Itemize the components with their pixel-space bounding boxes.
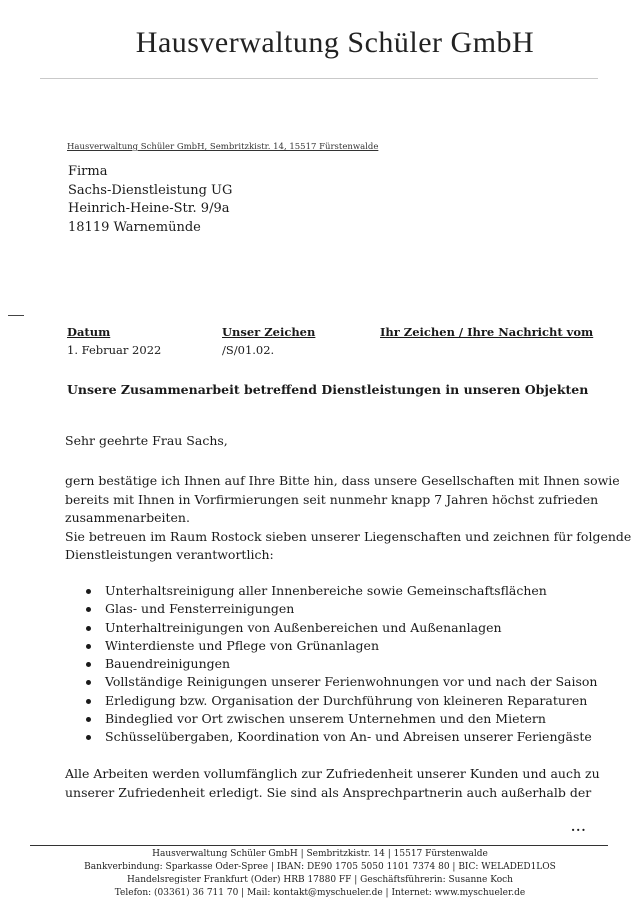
letter-subject: Unsere Zusammenarbeit betreffend Dienstleistungen in unseren Objekten (67, 382, 589, 397)
salutation: Sehr geehrte Frau Sachs, (65, 433, 228, 448)
letter-footer (0, 848, 640, 900)
our-reference-label: Unser Zeichen (222, 325, 316, 339)
text-line: unserer Zufriedenheit erledigt. Sie sind als Ansprechpartnerin auch außerhalb der (65, 784, 592, 800)
recipient-line: Firma (68, 164, 108, 179)
footer-line: Telefon: (03361) 36 711 70 | Mail: kontakt@myschueler.de | Internet: www.myschueler.de (114, 888, 526, 898)
sender-return-address: Hausverwaltung Schüler GmbH, Sembritzkistr. 14, 15517 Fürstenwalde (67, 142, 379, 152)
text-line: Dienstleistungen verantwortlich: (65, 547, 274, 562)
recipient-line: 18119 Warnemünde (68, 219, 201, 235)
text-line: gern bestätige ich Ihnen auf Ihre Bitte hin, dass unsere Gesellschaften mit Ihnen sowie (65, 473, 620, 488)
list-item: Unterhaltsreinigung aller Innenbereiche sowie Gemeinschaftsflächen (85, 582, 597, 600)
text-line: zusammenarbeiten. (65, 510, 190, 525)
continuation-mark: ... (571, 820, 587, 834)
header-divider (40, 78, 598, 79)
recipient-address (68, 163, 232, 237)
text-line: bereits mit Ihnen in Vorfirmierungen seit nunmehr knapp 7 Jahren höchst zufrieden (65, 491, 599, 507)
fold-mark (8, 315, 24, 316)
list-item: Unterhaltreinigungen von Außenbereichen und Außenanlagen (85, 619, 597, 637)
date-value: 1. Februar 2022 (67, 343, 162, 357)
text-line: Sie betreuen im Raum Rostock sieben unserer Liegenschaften und zeichnen für folgende (65, 528, 632, 544)
list-item: Schüsselübergaben, Koordination von An- und Abreisen unserer Feriengäste (85, 728, 597, 746)
services-list (85, 582, 597, 747)
recipient-line: Sachs-Dienstleistung UG (68, 182, 233, 198)
footer-divider (30, 845, 608, 846)
list-item: Erledigung bzw. Organisation der Durchführung von kleineren Reparaturen (85, 692, 597, 710)
list-item: Winterdienste und Pflege von Grünanlagen (85, 637, 597, 655)
list-item: Bauendreinigungen (85, 655, 597, 673)
recipient-line: Heinrich-Heine-Str. 9/9a (68, 201, 230, 216)
footer-line: Handelsregister Frankfurt (Oder) HRB 17880 FF | Geschäftsführerin: Susanne Koch (127, 875, 513, 885)
list-item: Glas- und Fensterreinigungen (85, 600, 597, 618)
body-paragraph-1 (65, 472, 632, 565)
letterhead-company-name: Hausverwaltung Schüler GmbH (135, 26, 535, 59)
list-item: Bindeglied vor Ort zwischen unserem Unternehmen und den Mietern (85, 710, 597, 728)
footer-line: Bankverbindung: Sparkasse Oder-Spree | IBAN: DE90 1705 5050 1101 7374 80 | BIC: WELADED1LOS (84, 862, 556, 872)
our-reference-value: /S/01.02. (222, 343, 275, 357)
list-item: Vollständige Reinigungen unserer Ferienwohnungen vor und nach der Saison (85, 673, 597, 691)
body-paragraph-2 (65, 765, 600, 802)
your-reference-label: Ihr Zeichen / Ihre Nachricht vom (380, 325, 594, 339)
date-label: Datum (67, 325, 111, 339)
footer-line: Hausverwaltung Schüler GmbH | Sembritzkistr. 14 | 15517 Fürstenwalde (152, 849, 488, 859)
text-line: Alle Arbeiten werden vollumfänglich zur Zufriedenheit unserer Kunden und auch zu (65, 766, 600, 781)
